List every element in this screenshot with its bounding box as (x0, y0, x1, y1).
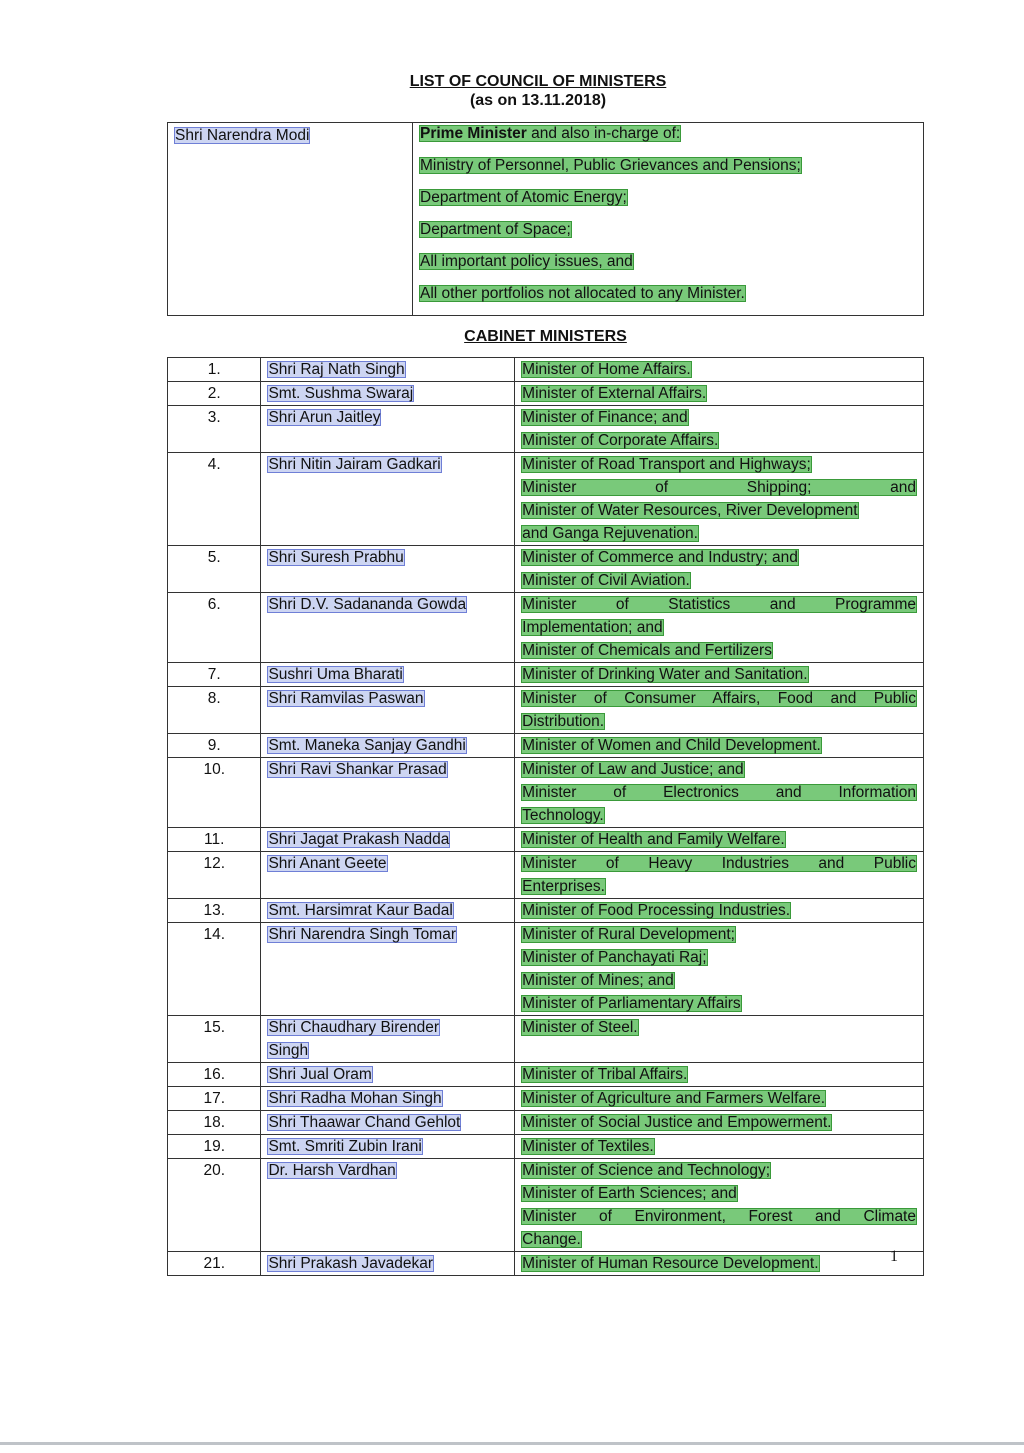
cabinet-ministers-table (167, 357, 924, 1276)
portfolio-line: Minister of Road Transport and Highways; (522, 456, 811, 473)
table-row (168, 382, 924, 406)
portfolio-line: Minister of Statistics and Programme (522, 596, 916, 613)
table-row (168, 593, 924, 663)
minister-name: Shri Prakash Javadekar (268, 1255, 434, 1272)
pm-duty: Department of Atomic Energy; (420, 189, 627, 206)
pm-duty: Department of Space; (420, 221, 571, 238)
pm-duty: Ministry of Personnel, Public Grievances and Pensions; (420, 157, 801, 174)
serial-number: 18. (168, 1111, 261, 1135)
portfolio-line: Minister of Civil Aviation. (522, 572, 690, 589)
minister-name: Sushri Uma Bharati (268, 666, 403, 683)
minister-name: Shri Anant Geete (268, 855, 387, 872)
table-row (168, 406, 924, 453)
minister-name-cell (261, 593, 515, 663)
minister-name-cell (261, 1016, 515, 1063)
minister-name: Shri Ramvilas Paswan (268, 690, 424, 707)
portfolio-cell (515, 734, 924, 758)
minister-name-cell (261, 453, 515, 546)
portfolio-line: Minister of Social Justice and Empowerment. (522, 1114, 832, 1131)
portfolio-cell (515, 406, 924, 453)
table-row (168, 899, 924, 923)
minister-name: Smt. Sushma Swaraj (268, 385, 414, 402)
portfolio-line: Implementation; and (522, 619, 663, 636)
portfolio-cell (515, 546, 924, 593)
serial-number: 21. (168, 1252, 261, 1276)
portfolio-line: Minister of Agriculture and Farmers Welfare. (522, 1090, 826, 1107)
minister-name: Smt. Harsimrat Kaur Badal (268, 902, 453, 919)
portfolio-line: Minister of Science and Technology; (522, 1162, 771, 1179)
minister-name: Shri Nitin Jairam Gadkari (268, 456, 441, 473)
serial-number: 3. (168, 406, 261, 453)
document-title-block (0, 72, 1024, 110)
portfolio-line: Distribution. (522, 713, 605, 730)
portfolio-line: Minister of Human Resource Development. (522, 1255, 819, 1272)
portfolio-line: Minister of Shipping; and (522, 479, 916, 496)
portfolio-line: Minister of Electronics and Information (522, 784, 916, 801)
portfolio-line: Minister of Earth Sciences; and (522, 1185, 737, 1202)
portfolio-cell (515, 1252, 924, 1276)
portfolio-cell (515, 1111, 924, 1135)
serial-number: 11. (168, 828, 261, 852)
minister-name-cell (261, 382, 515, 406)
portfolio-line: Minister of Finance; and (522, 409, 688, 426)
portfolio-line: Minister of Panchayati Raj; (522, 949, 707, 966)
minister-name-cell (261, 1252, 515, 1276)
minister-name: Singh (268, 1042, 309, 1059)
serial-number: 1. (168, 358, 261, 382)
table-row (168, 852, 924, 899)
portfolio-line: Minister of Water Resources, River Development (522, 502, 858, 519)
minister-name-cell (261, 1135, 515, 1159)
table-row (168, 758, 924, 828)
portfolio-line: Minister of Mines; and (522, 972, 674, 989)
minister-name-cell (261, 546, 515, 593)
portfolio-line: Minister of External Affairs. (522, 385, 707, 402)
pm-duties-cell (413, 123, 924, 316)
portfolio-line: Minister of Steel. (522, 1019, 638, 1036)
minister-name-cell (261, 1087, 515, 1111)
minister-name-cell (261, 923, 515, 1016)
portfolio-line: Minister of Law and Justice; and (522, 761, 744, 778)
pm-name: Shri Narendra Modi (175, 127, 310, 144)
minister-name: Shri Raj Nath Singh (268, 361, 405, 378)
serial-number: 17. (168, 1087, 261, 1111)
portfolio-cell (515, 593, 924, 663)
scan-edge (0, 1442, 1024, 1445)
prime-minister-table (167, 122, 924, 316)
portfolio-line: Minister of Heavy Industries and Public (522, 855, 916, 872)
minister-name-cell (261, 406, 515, 453)
serial-number: 14. (168, 923, 261, 1016)
minister-name: Shri Ravi Shankar Prasad (268, 761, 447, 778)
portfolio-cell (515, 852, 924, 899)
serial-number: 4. (168, 453, 261, 546)
serial-number: 13. (168, 899, 261, 923)
table-row (168, 1087, 924, 1111)
portfolio-line: Minister of Corporate Affairs. (522, 432, 719, 449)
minister-name: Smt. Smriti Zubin Irani (268, 1138, 422, 1155)
minister-name: Shri Narendra Singh Tomar (268, 926, 456, 943)
minister-name-cell (261, 899, 515, 923)
minister-name: Shri D.V. Sadananda Gowda (268, 596, 467, 613)
minister-name-cell (261, 358, 515, 382)
portfolio-cell (515, 923, 924, 1016)
table-row (168, 546, 924, 593)
portfolio-line: Minister of Women and Child Development. (522, 737, 821, 754)
minister-name-cell (261, 852, 515, 899)
serial-number: 2. (168, 382, 261, 406)
serial-number: 15. (168, 1016, 261, 1063)
minister-name: Shri Suresh Prabhu (268, 549, 404, 566)
minister-name: Dr. Harsh Vardhan (268, 1162, 396, 1179)
serial-number: 19. (168, 1135, 261, 1159)
portfolio-line: Enterprises. (522, 878, 605, 895)
portfolio-cell (515, 687, 924, 734)
table-row (168, 1063, 924, 1087)
minister-name-cell (261, 1111, 515, 1135)
portfolio-cell (515, 1063, 924, 1087)
portfolio-line: Minister of Commerce and Industry; and (522, 549, 798, 566)
serial-number: 16. (168, 1063, 261, 1087)
portfolio-line: Minister of Food Processing Industries. (522, 902, 791, 919)
minister-name: Shri Arun Jaitley (268, 409, 381, 426)
portfolio-line: Minister of Rural Development; (522, 926, 735, 943)
portfolio-cell (515, 1016, 924, 1063)
portfolio-line: Change. (522, 1231, 581, 1248)
minister-name-cell (261, 1063, 515, 1087)
minister-name-cell (261, 734, 515, 758)
table-row (168, 358, 924, 382)
serial-number: 9. (168, 734, 261, 758)
portfolio-cell (515, 663, 924, 687)
serial-number: 20. (168, 1159, 261, 1252)
portfolio-cell (515, 1087, 924, 1111)
table-row (168, 1111, 924, 1135)
serial-number: 12. (168, 852, 261, 899)
portfolio-cell (515, 899, 924, 923)
portfolio-line: Minister of Environment, Forest and Climate (522, 1208, 916, 1225)
serial-number: 5. (168, 546, 261, 593)
table-row (168, 1135, 924, 1159)
minister-name-cell (261, 663, 515, 687)
table-row (168, 1252, 924, 1276)
minister-name: Shri Jagat Prakash Nadda (268, 831, 450, 848)
minister-name-cell (261, 687, 515, 734)
minister-name-cell (261, 828, 515, 852)
portfolio-cell (515, 382, 924, 406)
cabinet-section-title: CABINET MINISTERS (464, 328, 627, 345)
portfolio-line: Minister of Parliamentary Affairs (522, 995, 741, 1012)
table-row (168, 687, 924, 734)
pm-name-cell (168, 123, 413, 316)
portfolio-cell (515, 758, 924, 828)
table-row (168, 828, 924, 852)
portfolio-line: and Ganga Rejuvenation. (522, 525, 698, 542)
portfolio-cell (515, 1135, 924, 1159)
portfolio-line: Minister of Chemicals and Fertilizers (522, 642, 772, 659)
portfolio-line: Minister of Textiles. (522, 1138, 654, 1155)
portfolio-cell (515, 828, 924, 852)
minister-name: Smt. Maneka Sanjay Gandhi (268, 737, 466, 754)
portfolio-line: Minister of Tribal Affairs. (522, 1066, 688, 1083)
portfolio-line: Minister of Drinking Water and Sanitation. (522, 666, 808, 683)
serial-number: 7. (168, 663, 261, 687)
table-row (168, 734, 924, 758)
minister-name-cell (261, 1159, 515, 1252)
table-row (168, 1016, 924, 1063)
table-row (168, 1159, 924, 1252)
serial-number: 10. (168, 758, 261, 828)
serial-number: 6. (168, 593, 261, 663)
pm-heading: Prime Minister and also in-charge of: (420, 125, 681, 142)
pm-duty: All other portfolios not allocated to any Minister. (420, 285, 745, 302)
table-row (168, 453, 924, 546)
portfolio-line: Minister of Home Affairs. (522, 361, 691, 378)
portfolio-cell (515, 453, 924, 546)
page-number: 1 (890, 1248, 898, 1265)
portfolio-line: Minister of Consumer Affairs, Food and Public (522, 690, 916, 707)
minister-name: Shri Jual Oram (268, 1066, 372, 1083)
table-row (168, 663, 924, 687)
portfolio-cell (515, 358, 924, 382)
minister-name: Shri Chaudhary Birender (268, 1019, 440, 1036)
document-date: (as on 13.11.2018) (469, 92, 607, 109)
serial-number: 8. (168, 687, 261, 734)
table-row (168, 923, 924, 1016)
minister-name: Shri Radha Mohan Singh (268, 1090, 442, 1107)
portfolio-cell (515, 1159, 924, 1252)
document-title: LIST OF COUNCIL OF MINISTERS (409, 73, 667, 90)
minister-name-cell (261, 758, 515, 828)
portfolio-line: Minister of Health and Family Welfare. (522, 831, 785, 848)
pm-duty: All important policy issues, and (420, 253, 633, 270)
minister-name: Shri Thaawar Chand Gehlot (268, 1114, 461, 1131)
portfolio-line: Technology. (522, 807, 604, 824)
